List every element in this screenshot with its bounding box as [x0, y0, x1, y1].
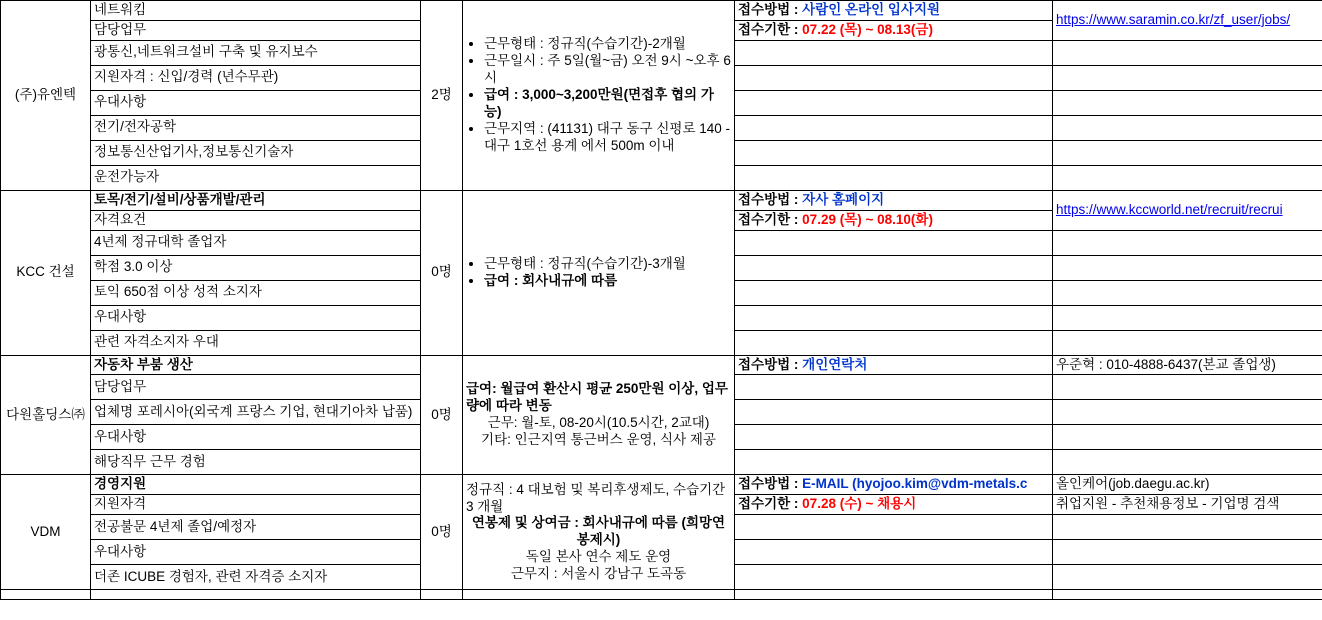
detail-line: 담당업무 [91, 375, 421, 400]
link-blank [1053, 540, 1322, 565]
conditions-cell [463, 475, 735, 590]
apply-blank [735, 400, 1053, 425]
detail-line: 네트워킴 [91, 1, 421, 21]
apply-link-cell [1053, 190, 1322, 230]
apply-portal-text: 올인케어(job.daegu.ac.kr) [1056, 476, 1210, 492]
link-blank [1053, 115, 1322, 140]
condition-item: 연봉제 및 상여금 : 회사내규에 따름 (희망연봉제시) [471, 515, 726, 548]
apply-link[interactable]: https://www.saramin.co.kr/zf_user/jobs/ [1056, 11, 1291, 27]
apply-blank [735, 165, 1053, 190]
link-blank [1053, 280, 1322, 305]
condition-item: 기타: 인근지역 통근버스 운영, 식사 제공 [481, 431, 716, 447]
apply-contact-text: 우준혁 : 010-4888-6437(본교 졸업생) [1056, 356, 1276, 372]
apply-deadline-cell [735, 495, 1053, 515]
apply-method-value: 개인연락처 [802, 356, 868, 372]
headcount-cell: 2명 [421, 1, 463, 191]
apply-deadline-label: 접수기한 : [738, 496, 803, 512]
apply-method-cell [735, 1, 1053, 21]
apply-deadline-label: 접수기한 : [738, 21, 803, 37]
condition-item: • 근무형태 : 정규직(수습기간)-2개월 [484, 36, 731, 53]
apply-blank [735, 115, 1053, 140]
table-row [1, 190, 1322, 210]
conditions-cell [463, 355, 735, 475]
apply-portal-path-text: 취업지원 - 추천채용정보 - 기업명 검색 [1056, 496, 1280, 512]
link-blank [1053, 425, 1322, 450]
detail-line: 정보통신산업기사,정보통신기술자 [91, 140, 421, 165]
detail-line: 자격요건 [91, 210, 421, 230]
detail-line: 해당직무 근무 경험 [91, 450, 421, 475]
conditions-cell-partial [463, 590, 735, 600]
apply-blank [735, 280, 1053, 305]
apply-blank [735, 425, 1053, 450]
condition-item: 급여: 월급여 환산시 평균 250만원 이상, 업무량에 따라 변동 [466, 381, 728, 414]
apply-method-label: 접수방법 : [738, 191, 803, 207]
link-blank [1053, 450, 1322, 475]
apply-blank [735, 565, 1053, 590]
apply-blank [735, 255, 1053, 280]
detail-line: 지원자격 [91, 495, 421, 515]
link-blank [1053, 400, 1322, 425]
apply-blank [735, 330, 1053, 355]
link-blank [1053, 375, 1322, 400]
detail-line-partial [91, 590, 421, 600]
apply-deadline-value: 07.22 (목) ~ 08.13(금) [802, 21, 933, 37]
apply-blank [735, 65, 1053, 90]
detail-line-title: 자동차 부붐 생산 [91, 355, 421, 375]
table-row [1, 355, 1322, 375]
condition-item: 독일 본사 연수 제도 운영 [525, 549, 672, 565]
apply-blank [735, 515, 1053, 540]
apply-link[interactable]: https://www.kccworld.net/recruit/recrui [1056, 201, 1283, 217]
condition-item: • 근무형태 : 정규직(수습기간)-3개월 [484, 256, 731, 273]
condition-item: 근무지 : 서울시 강남구 도곡동 [510, 566, 687, 581]
link-blank [1053, 515, 1322, 540]
apply-method-value: 자사 홈페이지 [802, 191, 885, 207]
conditions-list [466, 256, 731, 290]
apply-method-label: 접수방법 : [738, 476, 803, 492]
apply-blank [735, 375, 1053, 400]
headcount-cell: 0명 [421, 355, 463, 475]
apply-portal-path-cell [1053, 495, 1322, 515]
detail-line: 더존 ICUBE 경험자, 관련 자격증 소지자 [91, 565, 421, 590]
table-row [1, 475, 1322, 495]
detail-line: 우대사항 [91, 305, 421, 330]
detail-line: 전기/전자공학 [91, 115, 421, 140]
conditions-list [466, 36, 731, 154]
apply-method-cell [735, 475, 1053, 495]
link-blank [1053, 90, 1322, 115]
condition-item: • 근무지역 : (41131) 대구 동구 신평로 140 - 대구 1호선 용계 에서 500m 이내 [484, 121, 731, 155]
detail-line: 광통신,네트워크설비 구축 및 유지보수 [91, 40, 421, 65]
apply-blank [735, 40, 1053, 65]
apply-blank [735, 305, 1053, 330]
detail-line: 담당업무 [91, 20, 421, 40]
condition-item: • 근무일시 : 주 5일(월~금) 오전 9시 ~오후 6시 [484, 53, 731, 87]
conditions-cell [463, 190, 735, 355]
apply-blank [735, 90, 1053, 115]
detail-line: 4년제 정규대학 졸업자 [91, 230, 421, 255]
apply-method-label: 접수방법 : [738, 2, 803, 17]
link-cell-partial [1053, 590, 1322, 600]
detail-line: 우대사항 [91, 425, 421, 450]
apply-cell-partial [735, 590, 1053, 600]
apply-method-value: 사람인 온라인 입사지원 [802, 2, 941, 17]
detail-line: 토익 650점 이상 성적 소지자 [91, 280, 421, 305]
apply-method-cell [735, 190, 1053, 210]
headcount-cell: 0명 [421, 190, 463, 355]
condition-item: • 급여 : 회사내규에 따름 [484, 273, 731, 290]
detail-line: 지원자격 : 신입/경력 (년수무관) [91, 65, 421, 90]
apply-contact-cell [1053, 355, 1322, 375]
link-blank [1053, 40, 1322, 65]
apply-blank [735, 450, 1053, 475]
apply-deadline-cell [735, 210, 1053, 230]
detail-line: 우대사항 [91, 540, 421, 565]
company-name-cell-partial [1, 590, 91, 600]
apply-portal-cell [1053, 475, 1322, 495]
apply-method-value: E-MAIL (hyojoo.kim@vdm-metals.c [802, 476, 1028, 492]
link-blank [1053, 65, 1322, 90]
condition-item: 근무: 월-토, 08-20시(10.5시간, 2교대) [487, 414, 710, 430]
table-row-partial [1, 590, 1322, 600]
detail-line: 운전가능자 [91, 165, 421, 190]
apply-blank [735, 230, 1053, 255]
apply-deadline-cell [735, 20, 1053, 40]
company-name-cell: VDM [1, 475, 91, 590]
headcount-cell-partial [421, 590, 463, 600]
detail-line-title: 경영지원 [91, 475, 421, 495]
table-row [1, 1, 1322, 21]
apply-deadline-value: 07.29 (목) ~ 08.10(화) [802, 211, 933, 227]
company-name-cell: 다원홀딩스㈜ [1, 355, 91, 475]
apply-blank [735, 540, 1053, 565]
apply-method-label: 접수방법 : [738, 356, 803, 372]
apply-method-cell [735, 355, 1053, 375]
company-name-cell: (주)유엔텍 [1, 1, 91, 191]
detail-line: 전공불문 4년제 졸업/예정자 [91, 515, 421, 540]
detail-line: 관련 자격소지자 우대 [91, 330, 421, 355]
apply-link-cell [1053, 1, 1322, 41]
link-blank [1053, 305, 1322, 330]
apply-deadline-value: 07.28 (수) ~ 채용시 [802, 496, 917, 512]
conditions-cell [463, 1, 735, 191]
company-name-cell: KCC 건설 [1, 190, 91, 355]
link-blank [1053, 255, 1322, 280]
condition-item: 정규직 : 4 대보험 및 복리후생제도, 수습기간 3 개월 [466, 481, 726, 514]
condition-item: • 급여 : 3,000~3,200만원(면접후 협의 가능) [484, 87, 731, 121]
apply-blank [735, 140, 1053, 165]
apply-deadline-label: 접수기한 : [738, 211, 803, 227]
detail-line-title: 토목/전기/설비/상품개발/관리 [91, 190, 421, 210]
headcount-cell: 0명 [421, 475, 463, 590]
link-blank [1053, 165, 1322, 190]
link-blank [1053, 330, 1322, 355]
link-blank [1053, 140, 1322, 165]
detail-line: 학점 3.0 이상 [91, 255, 421, 280]
link-blank [1053, 230, 1322, 255]
detail-line: 우대사항 [91, 90, 421, 115]
detail-line: 업체명 포레시아(외국계 프랑스 기업, 현대기아차 납품) [91, 400, 421, 425]
link-blank [1053, 565, 1322, 590]
